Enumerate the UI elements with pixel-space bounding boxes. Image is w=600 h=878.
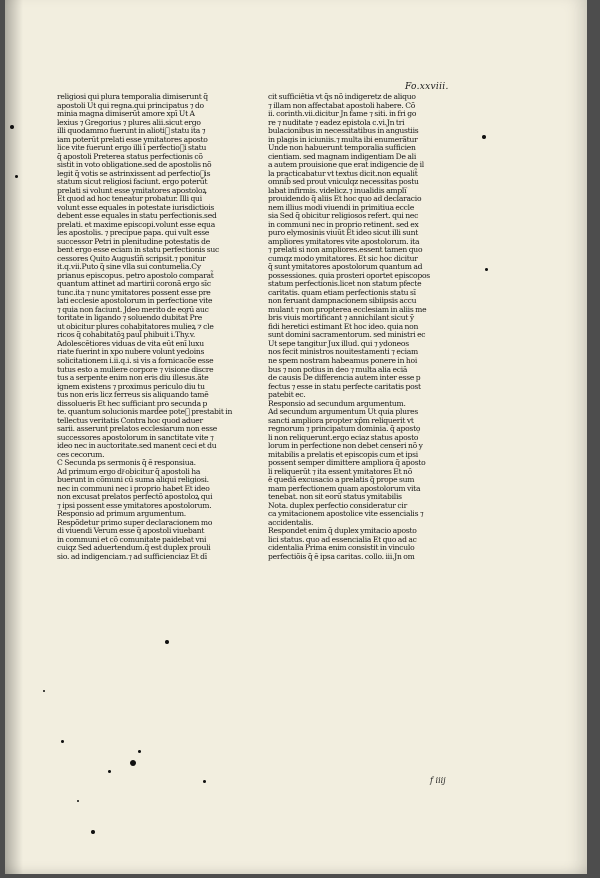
text-line: mam perfectionem quam apostolorum vita — [268, 483, 421, 493]
text-line: statum sicut religiosi faciunt. ergo poterūt — [57, 177, 208, 187]
text-line: a autem prouisione que erat indigencie de il — [268, 160, 424, 170]
text-line: puro elymosinis viuūt Et ideo sicut illi sunt — [268, 228, 419, 238]
text-line: C Secunda ps sermonis q̃ ē responsiua. — [57, 458, 196, 468]
ink-blot — [485, 268, 488, 271]
text-line: tus non eris licz ferreus sis aliquando tamē — [57, 390, 209, 400]
text-line: fidi heretici estimant Et hoc ideo. quia non — [268, 321, 419, 331]
text-line: mulant ⁊ non propterea ecclesiam in aliis me — [268, 304, 427, 314]
text-line: possent semper dimittere ampliora q̃ aposto — [268, 458, 426, 468]
text-line: volunt esse equales in potestate iurisdictiois — [57, 202, 215, 212]
text-line: ē quedã excusacio a prelatis q̃ prope sum — [268, 475, 415, 485]
text-line: quantum attinet ad martirii coronã ergo sīc — [57, 279, 211, 289]
text-line: statum perfectionis.licet non statum pfecte — [268, 279, 422, 289]
text-line: ampliores ymitatores vite apostolorum. ita — [268, 236, 420, 246]
text-line: Ad primum ergo diͨ obicitur q̃ apostoli ha — [57, 466, 201, 476]
text-line: bris viuis mortificant ⁊ annichilant sicut ỹ — [268, 313, 414, 323]
text-line: ut obicitur plures cohabitatores mulieꝝ ⁊ cle — [57, 321, 214, 331]
text-line: ⁊ prelati si non ampliores.essent tamen quo — [268, 245, 423, 255]
text-line: cessores Quito Augustīn̄ scripsit.⁊ ponitur — [57, 253, 206, 263]
text-line: li reliquerūt ⁊ ita essent ymitatores Et nõ — [268, 466, 413, 476]
text-line: fectus ⁊ esse in statu perfecte caritatis post — [268, 381, 421, 391]
right-text-column — [268, 93, 486, 561]
text-line: religiosi qui plura temporalia dimiserunt q̃ — [57, 93, 208, 101]
text-line: tus a serpente enim non eris diu illesus.ãte — [57, 373, 209, 383]
text-line: dissolueris Et hec sufficiant pro secunda p — [57, 398, 208, 408]
text-line: Adolescētiores viduas de vita eūt enī luxu — [57, 338, 204, 348]
text-line: successores apostolorum in sanctitate vite ⁊ — [57, 432, 214, 442]
ink-blot — [203, 780, 206, 783]
text-line: cidentalia Prima enim consistit in vinculo — [268, 543, 415, 553]
text-line: ideo nec in auctoritate.sed manent ceci et du — [57, 441, 217, 451]
text-line: Ad secundum argumentum Ut quia plures — [268, 407, 419, 417]
text-line: q̃ sunt ymitatores apostolorum quantum ad — [268, 262, 423, 272]
text-line: sia Sed q̃ obicitur religiosos refert. qui nec — [268, 211, 419, 221]
text-line: ⁊ illam non affectabat apostoli habere. Cõ — [268, 100, 416, 110]
text-line: legit q̃ votis se astrinxissent ad perfectioᷓis — [57, 168, 211, 178]
ink-blot — [138, 750, 141, 753]
text-line: Respondet enim q̃ duplex ymitacio aposto — [268, 526, 417, 536]
text-line: perfectiõis q̃ ē ipsa caritas. collo. iii.Jn om — [268, 551, 415, 561]
signature-mark: f iiij — [430, 776, 446, 785]
text-line: tellectus veritatis Contra hoc quod aduer — [57, 415, 203, 425]
text-line: nec in communi nec i proprio habet Et ideo — [57, 483, 210, 493]
text-line: di viuendi Verum esse q̃ apostoli viuebant — [57, 526, 205, 536]
text-line: tutus esto a muliere corpore ⁊ visione discre — [57, 364, 214, 374]
text-line: mitabilis a prelatis et episcopis cum et ipsi — [268, 449, 418, 459]
text-line: q̃ apostoli Preterea status perfectionis cõ — [57, 151, 203, 161]
text-line: in communi nec in proprio retinent. sed ex — [268, 219, 419, 229]
text-line: sio. ad indigenciam.⁊ ad sufficienciaz Et dī — [57, 551, 207, 561]
text-line: nos fecit ministros nouitestamenti ⁊ eciam — [268, 347, 419, 357]
text-line: Ut sepe tangitur Jux illud. qui ⁊ ydoneos — [268, 338, 409, 348]
text-line: lici status. quo ad essencialia Et quo ad ac — [268, 534, 417, 544]
text-line: Responsio ad primum argumentum. — [57, 509, 186, 519]
ink-blot — [61, 740, 64, 743]
text-line: possessiones. quia prosteri oportet episcopos — [268, 270, 430, 280]
text-line: cumqz modo ymitatores. Et sic hoc dicitur — [268, 253, 418, 263]
ink-blot — [43, 690, 45, 692]
text-line: de causis De differencia autem inter esse p — [268, 373, 421, 383]
text-line: bent ergo esse eciam in statu perfectionis suc — [57, 245, 220, 255]
left-text-column — [57, 93, 275, 561]
text-line: prelati si volunt esse ymitatores apostoloꝝ — [57, 185, 207, 195]
text-line: regnorum ⁊ principatum dominia. q̃ apostọ — [268, 424, 421, 434]
text-line: ⁊ quia non faciunt. Jdeo merito de eorū auc — [57, 304, 209, 314]
text-line: ignem existens ⁊ proximus periculo diu tu — [57, 381, 205, 391]
text-line: non feruant dampnacionem sibiipsis accu — [268, 296, 417, 306]
text-line: Respõdetur primo super declaracionem mo — [57, 517, 213, 527]
text-line: lorum in perfectione non debet censeri nõ y — [268, 441, 423, 451]
text-line: te. quantum solucionis mardee poteᷓ prestabit in — [57, 407, 233, 417]
ink-blot — [482, 135, 486, 139]
text-line: ca ymitacionem apostolice vite essencialis ⁊ — [268, 509, 424, 519]
text-line: Nota. duplex perfectio consideratur cir — [268, 500, 407, 510]
ink-blot — [10, 125, 14, 129]
ink-blot — [15, 175, 18, 178]
ink-blot — [108, 770, 111, 773]
text-line: tunc.ita ⁊ nunc ymitatores possent esse pre — [57, 287, 211, 297]
text-line: it.q.vii.Puto q̃ sine vlla sui contumelia.Cy — [57, 262, 201, 272]
text-line: tenebat. non sit eorū status ymitabilis — [268, 492, 402, 502]
text-line: lice vite fuerunt ergo illi ī perfectioᷓi statu — [57, 143, 207, 153]
text-line: ne spem nostram habeamus ponere in hoi — [268, 355, 418, 365]
text-line: sancti ampliora propter xp̄m reliquerit vt — [268, 415, 414, 425]
text-line: iam poterūt prelati esse ymitatores aposto — [57, 134, 208, 144]
text-line: bulacionibus in necessitatibus in angustiis — [268, 126, 419, 136]
text-line: ⁊ ipsi possent esse ymitatores apostolorum. — [57, 500, 212, 510]
text-line: solicitationem i.ii.q.i. si vis a fornicacõe esse — [57, 355, 214, 365]
text-line: accidentalis. — [268, 517, 314, 527]
text-line: debent esse equales in statu perfectionis.sed — [57, 211, 217, 221]
text-line: nem illius modi viuendi in primitiua eccle — [268, 202, 415, 212]
text-line: prianus episcopus. petro apostolo comparat̃ — [57, 270, 214, 280]
ink-blot — [130, 760, 136, 766]
running-head: Fo.xxviii. — [405, 82, 449, 92]
text-line: Responsio ad secundum argumentum. — [268, 398, 406, 408]
text-line: cientiam. sed magnam indigentiam De ali — [268, 151, 416, 161]
text-line: cuiqz Sed aduertendum.q̃ est duplex prouli — [57, 543, 211, 553]
text-line: cit sufficiētia vt q̃s nõ indigeretz de aliquo — [268, 93, 416, 101]
text-line: toritate in ligando ⁊ soluendo dubitat̃ Pre — [57, 313, 202, 323]
text-line: caritatis. quam etiam perfectionis statu sī — [268, 287, 416, 297]
text-line: omnib̄ sed prout vniculqz necessitas postu — [268, 177, 419, 187]
text-line: la practicabatur vt textus dicit.non equalit̃ — [268, 168, 418, 178]
text-line: Unde non habuerunt temporalia sufficien — [268, 143, 416, 153]
text-line: labat infirmis. videlicz.⁊ inualidis ampli̅ — [268, 185, 407, 195]
text-line: buerunt in cõmuni cū suma aliqui religiosi. — [57, 475, 209, 485]
text-line: Et quod ad hoc teneatur probatur. Illi qui — [57, 194, 202, 204]
ink-blot — [91, 830, 95, 834]
text-line: prelati. et maxime episcopi.volunt esse equa — [57, 219, 215, 229]
text-line: ii. corinth.vii.dicitur Jn fame ⁊ siti. in fri go — [268, 109, 417, 119]
text-line: ricos q̃ cohabitatōꝫ paul̃ phibuit i.Thy.v. — [57, 330, 195, 340]
text-line: lati ecclesie apostolorum in perfectione vite — [57, 296, 213, 306]
ink-blot — [77, 800, 79, 802]
text-line: in communi et cõ comunitate paidebat vni — [57, 534, 207, 544]
text-line: non excusat prelatos perfectõ apostoloꝝ qui — [57, 492, 213, 502]
ink-blot — [165, 640, 169, 644]
text-line: lexius ⁊ Gregorius ⁊ plures alii.sicut ergo — [57, 117, 201, 127]
text-line: riate fuerint in xpo nubere volunt yedoins — [57, 347, 205, 357]
text-line: patebit ec. — [268, 390, 306, 400]
text-line: in plagis in iciuniis.⁊ multa ibi enumerãtur — [268, 134, 418, 144]
text-line: illi quodammo fuerunt in aliotiᷓ statu ita ⁊ — [57, 126, 206, 136]
text-line: sarii. asserunt prelatos ecclesiarum non esse — [57, 424, 218, 434]
text-line: minia magna dimiserūt amore xpī Ut A — [57, 109, 195, 119]
text-line: apostoli Ut qui regna.qui principatus ⁊ do — [57, 100, 204, 110]
text-line: li non reliquerunt.ergo eciaz status aposto — [268, 432, 419, 442]
text-line: re ⁊ nuditate ⁊ eadez epistola c.vi.Jn tri — [268, 117, 405, 127]
text-line: sunt domini sacramentorum. sed ministri ec — [268, 330, 426, 340]
text-line: bus ⁊ non potius in deo ⁊ multa alia eciā — [268, 364, 408, 374]
text-line: les apostolis. ⁊ precipue papa. qui vult esse — [57, 228, 210, 238]
text-line: successor Petri in plenitudine potestatis de — [57, 236, 210, 246]
book-page — [5, 0, 587, 874]
spine-shadow — [5, 0, 23, 874]
text-line: ces cecorum. — [57, 449, 105, 459]
text-line: prouidendo q̃ aliis Et hoc quo ad declaracio — [268, 194, 422, 204]
text-line: sistit in voto obligatione.sed de apostolis nõ — [57, 160, 212, 170]
